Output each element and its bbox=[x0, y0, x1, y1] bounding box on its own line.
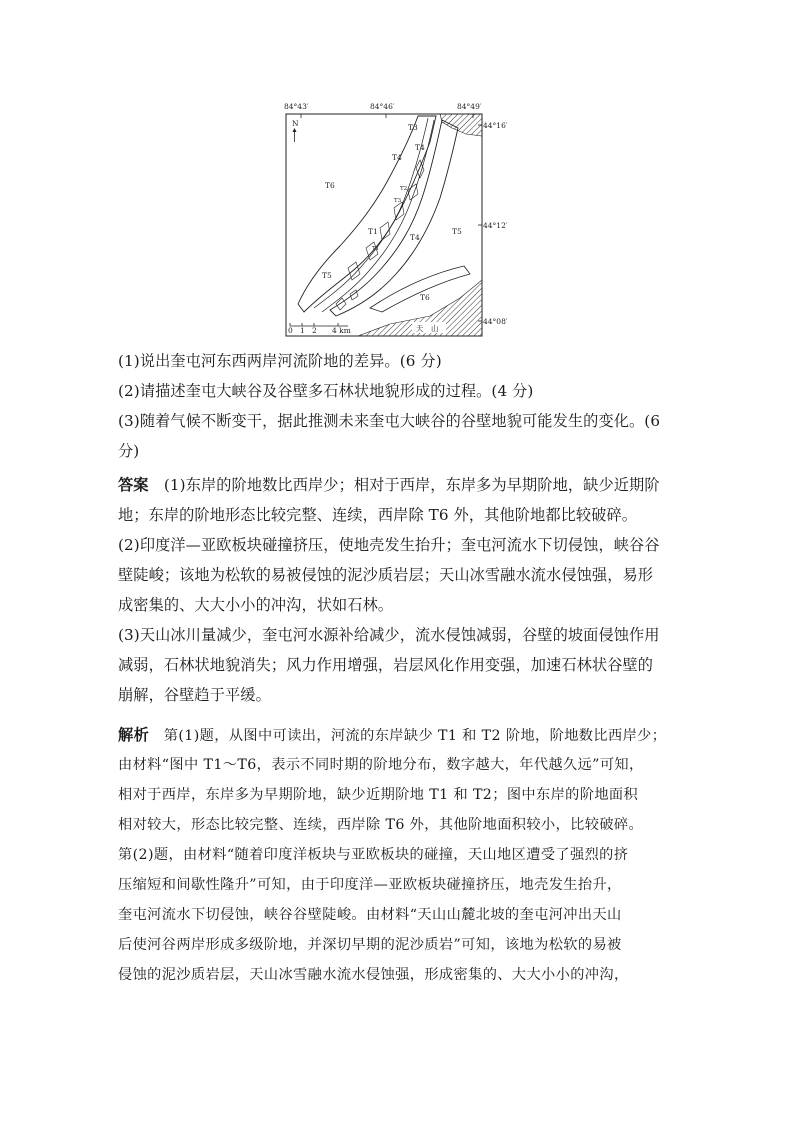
explanation-line: 相对于西岸，东岸多为早期阶地，缺少近期阶地 T1 和 T2；图中东岸的阶地面积 bbox=[118, 787, 639, 803]
terrace-label: T4 bbox=[415, 143, 425, 152]
question-3: (3)随着气候不断变干，据此推测未来奎屯大峡谷的谷壁地貌可能发生的变化。(6 bbox=[118, 412, 661, 430]
lon-label-2: 84°46′ bbox=[370, 102, 395, 111]
answer-block bbox=[118, 470, 678, 710]
explanation-line: 相对较大，形态比较完整、连续，西岸除 T6 外，其他阶地面积较小，比较破碎。 bbox=[118, 817, 644, 833]
questions-block bbox=[118, 346, 678, 466]
answer-line: (1)东岸的阶地数比西岸少；相对于西岸，东岸多为早期阶地，缺少近期阶 bbox=[163, 476, 660, 494]
terrace-label: T1 bbox=[368, 227, 378, 236]
explanation-line: 奎屯河流水下切侵蚀，峡谷谷壁陡峻。由材料“天山山麓北坡的奎屯河冲出天山 bbox=[118, 907, 622, 923]
question-2: (2)请描述奎屯大峡谷及谷壁多石林状地貌形成的过程。(4 分) bbox=[118, 382, 534, 400]
lat-label-2: 44°12′ bbox=[483, 221, 508, 230]
lon-label-3: 84°49′ bbox=[457, 102, 482, 111]
svg-text:4 km: 4 km bbox=[332, 326, 351, 335]
explanation-line: 后使河谷两岸形成多级阶地，并深切早期的泥沙质岩”可知，该地为松软的易被 bbox=[118, 937, 622, 953]
mountain-label: 天 山 bbox=[416, 324, 439, 333]
question-3-cont: 分) bbox=[118, 442, 140, 460]
lat-label-1: 44°16′ bbox=[483, 121, 508, 130]
explanation-block bbox=[118, 720, 678, 990]
lon-label-1: 84°43′ bbox=[284, 102, 309, 111]
terrace-label: T5 bbox=[322, 271, 332, 280]
answer-line: 崩解，谷壁趋于平缓。 bbox=[118, 686, 271, 704]
terrace-label: T4 bbox=[392, 153, 402, 162]
svg-text:1: 1 bbox=[300, 326, 305, 335]
explanation-line: 由材料“图中 T1～T6，表示不同时期的阶地分布，数字越大，年代越久远”可知， bbox=[118, 757, 644, 773]
svg-text:2: 2 bbox=[312, 326, 317, 335]
explanation-line: 压缩短和间歇性隆升”可知，由于印度洋—亚欧板块碰撞挤压，地壳发生抬升， bbox=[118, 877, 622, 893]
terrace-label: T4 bbox=[410, 233, 420, 242]
explanation-label: 解析 bbox=[118, 726, 150, 744]
answer-line: 减弱，石林状地貌消失；风力作用增强，岩层风化作用变强，加速石林状谷壁的 bbox=[118, 656, 654, 674]
svg-text:0: 0 bbox=[288, 326, 293, 335]
answer-line: (3)天山冰川量减少，奎屯河水源补给减少，流水侵蚀减弱，谷壁的坡面侵蚀作用 bbox=[118, 626, 660, 644]
terrace-map-figure bbox=[270, 98, 508, 343]
answer-line: (2)印度洋—亚欧板块碰撞挤压，使地壳发生抬升；奎屯河流水下切侵蚀，峡谷谷 bbox=[118, 536, 660, 554]
answer-line: 地；东岸的阶地形态比较完整、连续，西岸除 T6 外，其他阶地都比较破碎。 bbox=[118, 506, 638, 524]
answer-line: 壁陡峻；该地为松软的易被侵蚀的泥沙质岩层；天山冰雪融水流水侵蚀强，易形 bbox=[118, 566, 654, 584]
explanation-line: 第(2)题，由材料“随着印度洋板块与亚欧板块的碰撞，天山地区遭受了强烈的挤 bbox=[118, 847, 629, 863]
question-1: (1)说出奎屯河东西两岸河流阶地的差异。(6 分) bbox=[118, 352, 442, 370]
terrace-label: T3 bbox=[394, 198, 402, 204]
answer-label: 答案 bbox=[118, 476, 149, 494]
terrace-label: T2 bbox=[400, 186, 408, 192]
terrace-label: T5 bbox=[452, 227, 462, 236]
explanation-line: 侵蚀的泥沙质岩层，天山冰雪融水流水侵蚀强，形成密集的、大大小小的冲沟， bbox=[118, 967, 629, 983]
north-label: N bbox=[292, 119, 299, 128]
terrace-label: T6 bbox=[325, 181, 335, 190]
terrace-label: T6 bbox=[420, 293, 430, 302]
lat-label-3: 44°08′ bbox=[483, 317, 508, 326]
terrace-label: T1 bbox=[372, 246, 380, 252]
terrace-map bbox=[270, 98, 508, 343]
explanation-line: 第(1)题，从图中可读出，河流的东岸缺少 T1 和 T2 阶地，阶地数比西岸少； bbox=[163, 728, 667, 744]
answer-line: 成密集的、大大小小的冲沟，状如石林。 bbox=[118, 596, 394, 614]
terrace-label: T3 bbox=[408, 123, 418, 132]
